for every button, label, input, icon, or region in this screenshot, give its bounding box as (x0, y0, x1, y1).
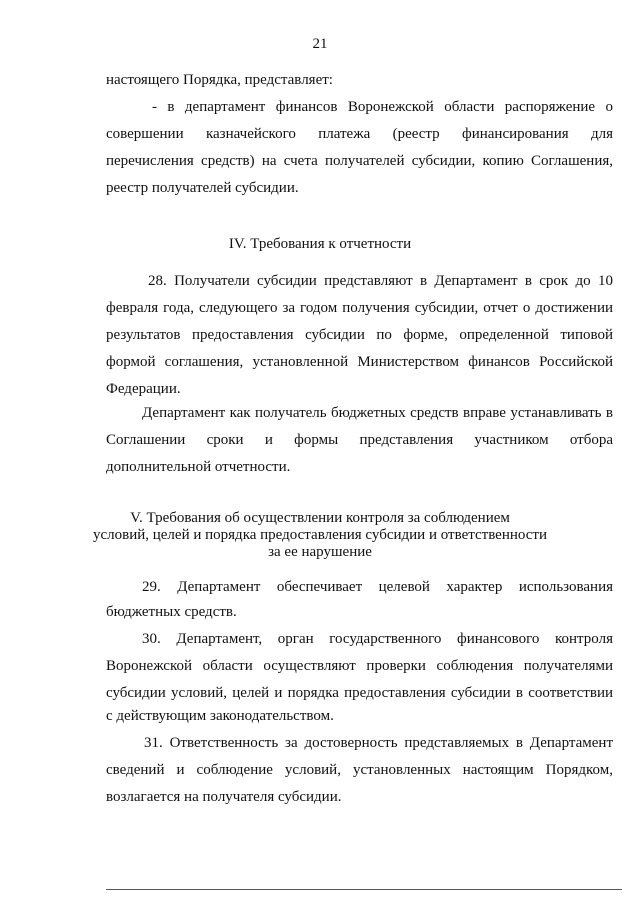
text-line: совершении казначейского платежа (реестр финансирования для (106, 126, 613, 142)
text-line: возлагается на получателя субсидии. (106, 789, 342, 805)
text-line: Федерации. (106, 381, 181, 397)
text-line: реестр получателей субсидии. (106, 180, 299, 196)
text-line: Соглашении сроки и формы представления участником отбора (106, 432, 613, 448)
text-line: - в департамент финансов Воронежской области распоряжение о (152, 99, 613, 115)
text-line: 29. Департамент обеспечивает целевой характер использования (142, 579, 613, 595)
text-line: результатов предоставления субсидии по форме, определенной типовой (106, 327, 613, 343)
text-line: субсидии условий, целей и порядка предоставления субсидии в соответствии (106, 685, 613, 701)
section-heading: IV. Требования к отчетности (228, 236, 412, 252)
section-heading: условий, целей и порядка предоставления субсидии и ответственности (92, 527, 548, 543)
section-heading: V. Требования об осуществлении контроля за соблюдением (130, 510, 510, 526)
text-line: февраля года, следующего за годом получения субсидии, отчет о достижении (106, 300, 613, 316)
text-line: Воронежской области осуществляют проверки соблюдения получателями (106, 658, 613, 674)
footer-rule (106, 889, 622, 890)
text-line: дополнительной отчетности. (106, 459, 291, 475)
text-line: с действующим законодательством. (106, 708, 334, 724)
text-line: Департамент как получатель бюджетных средств вправе устанавливать в (142, 405, 613, 421)
text-line: 30. Департамент, орган государственного финансового контроля (142, 631, 613, 647)
text-line: настоящего Порядка, представляет: (106, 72, 333, 88)
page-number: 21 (312, 36, 328, 52)
text-line: 31. Ответственность за достоверность представляемых в Департамент (144, 735, 613, 751)
text-line: 28. Получатели субсидии представляют в Департамент в срок до 10 (148, 273, 613, 289)
text-line: бюджетных средств. (106, 604, 237, 620)
text-line: сведений и соблюдение условий, установленных настоящим Порядком, (106, 762, 613, 778)
section-heading: за ее нарушение (268, 544, 372, 560)
text-line: перечисления средств) на счета получателей субсидии, копию Соглашения, (106, 153, 613, 169)
text-line: формой соглашения, установленной Министерством финансов Российской (106, 354, 613, 370)
